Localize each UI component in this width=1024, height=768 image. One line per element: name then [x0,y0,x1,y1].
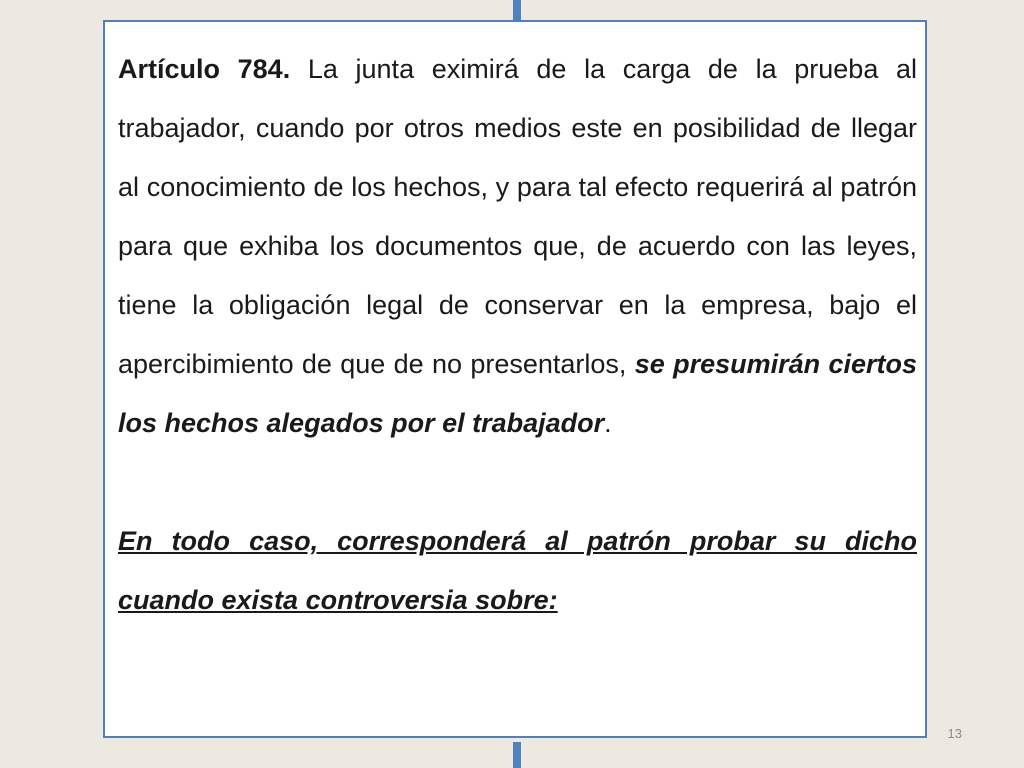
article-heading: Artículo 784. [118,54,291,84]
second-paragraph: En todo caso, corresponderá al patrón probar su dicho cuando exista controversia sobre: [118,526,917,615]
frame-connector-top [513,0,521,20]
page-number: 13 [947,726,962,741]
text-panel [103,20,927,738]
frame-connector-bottom [513,742,521,768]
article-body: La junta eximirá de la carga de la prueba al trabajador, cuando por otros medios este en posibilidad de llegar al conocimiento de los hechos, y para tal efecto requerirá al patrón para que exhiba los documentos que, de acuerdo con las leyes, tiene la obligación legal de conservar en la empresa, bajo el apercibimiento de que de no presentarlos, [118,54,917,379]
article-paragraph [118,40,917,453]
paragraph-spacer [118,453,917,512]
article-ending: . [604,408,612,438]
article-emphasis: se presumirán ciertos los hechos alegados por el trabajador [118,349,917,438]
